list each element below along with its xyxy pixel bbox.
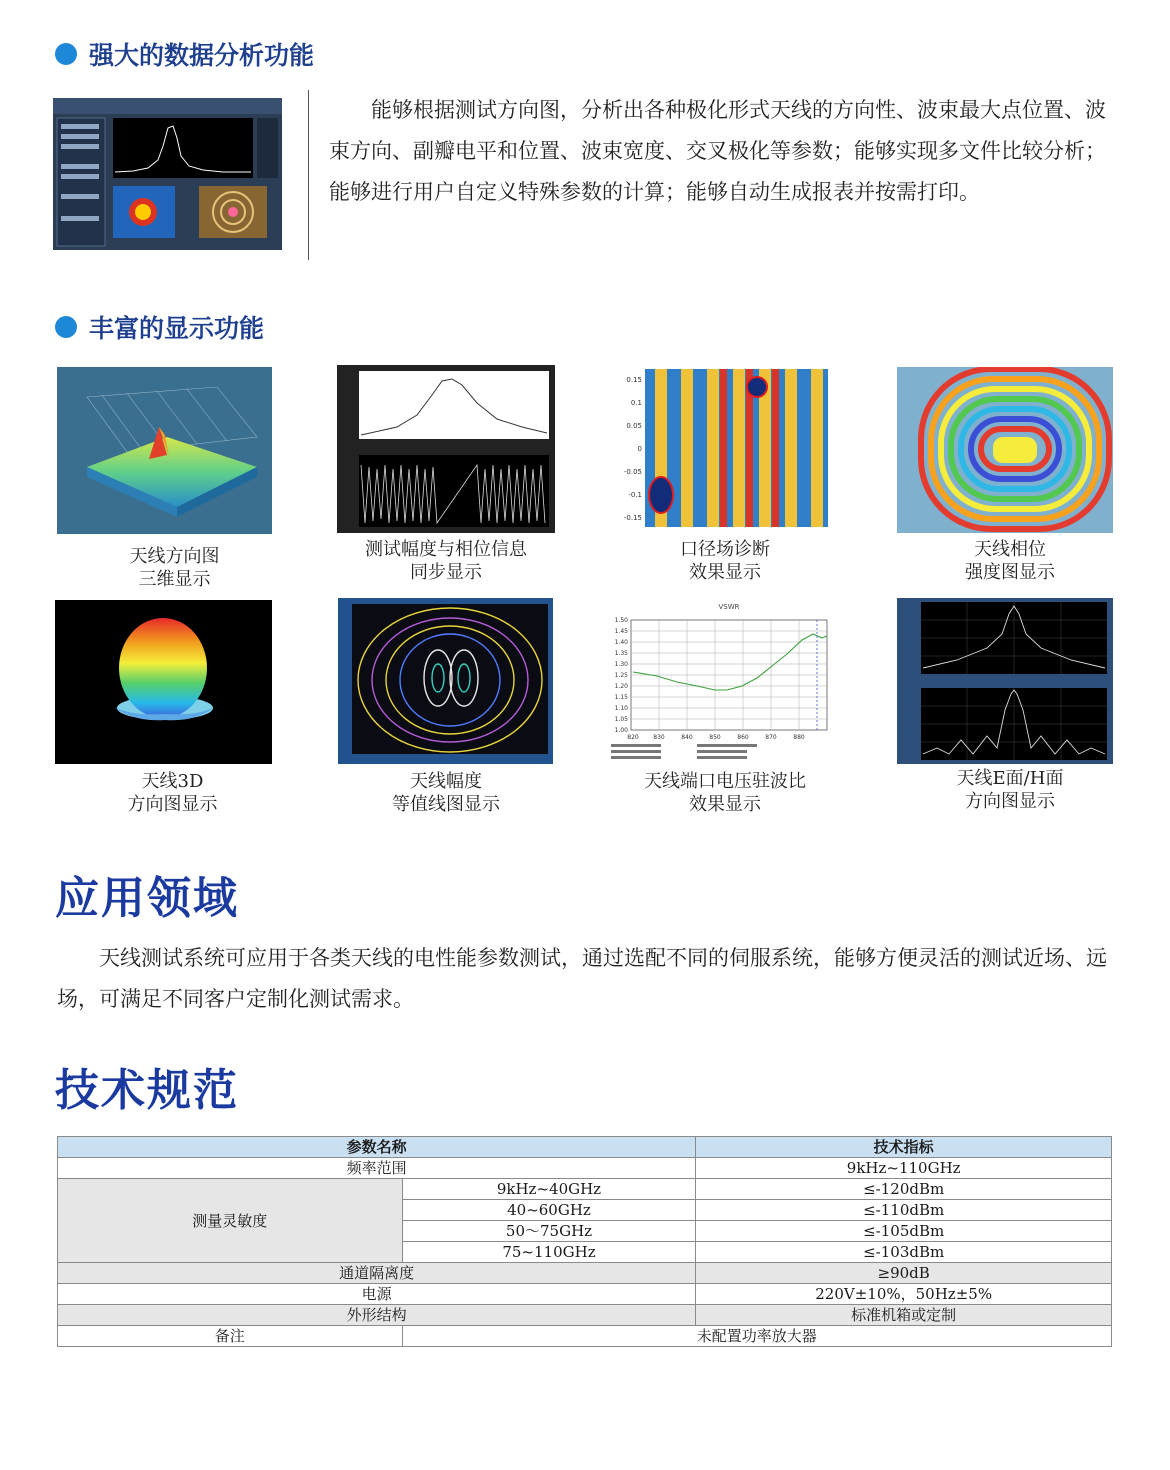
vswr-xtick: 870 [765, 734, 777, 741]
tile-caption: 天线3D 方向图显示 [127, 771, 218, 815]
bullet-dot-icon [55, 43, 77, 65]
header-param: 参数名称 [58, 1137, 696, 1158]
tile-caption: 天线幅度 等值线图显示 [392, 771, 500, 815]
tile-phase-intensity [897, 367, 1113, 533]
spec-row [58, 1284, 1112, 1305]
vswr-xtick: 820 [627, 734, 639, 741]
tile-amplitude-phase [337, 365, 555, 533]
tile-vswr [607, 600, 835, 764]
vswr-ytick: 1.40 [614, 639, 628, 646]
spec-row [58, 1179, 1112, 1200]
row-value: ≤-103dBm [696, 1242, 1112, 1263]
vswr-ytick: 1.45 [614, 628, 628, 635]
header-value: 技术指标 [696, 1137, 1112, 1158]
row-label: 电源 [58, 1284, 696, 1305]
vswr-ytick: 1.50 [614, 617, 628, 624]
row-value: 220V±10%，50Hz±5% [696, 1284, 1112, 1305]
applications-paragraph: 天线测试系统可应用于各类天线的电性能参数测试，通过选配不同的伺服系统，能够方便灵活的测试近场、远场，可满足不同客户定制化测试需求。 [57, 946, 1107, 1011]
row-label: 测量灵敏度 [58, 1179, 403, 1263]
analysis-software-screenshot [53, 98, 282, 250]
band-label: 50～75GHz [402, 1221, 696, 1242]
band-label: 9kHz~40GHz [402, 1179, 696, 1200]
vswr-xtick: 840 [681, 734, 693, 741]
vswr-ytick: 1.35 [614, 650, 628, 657]
spec-row [58, 1326, 1112, 1347]
analysis-paragraph: 能够根据测试方向图，分析出各种极化形式天线的方向性、波束最大点位置、波束方向、副瓣电平和位置、波束宽度、交叉极化等参数；能够实现多文件比较分析；能够进行用户自定义特殊参数的计算；能够自动生成报表并按需打印。 [329, 98, 1106, 204]
section-display-header [55, 309, 264, 345]
aperture-ytick: -0.15 [623, 514, 642, 522]
vswr-title: VSWR [718, 603, 740, 611]
specs-title: 技术规范 [55, 1065, 239, 1116]
row-value: ≤-120dBm [696, 1179, 1112, 1200]
row-value: ≥90dB [696, 1263, 1112, 1284]
band-label: 40~60GHz [402, 1200, 696, 1221]
tile-caption: 测试幅度与相位信息 同步显示 [365, 539, 527, 583]
tile-caption: 天线相位 强度图显示 [965, 539, 1055, 583]
vswr-ytick: 1.05 [614, 716, 628, 723]
row-label: 外形结构 [58, 1305, 696, 1326]
spec-row [58, 1263, 1112, 1284]
vswr-ytick: 1.10 [614, 705, 628, 712]
bullet-dot-icon [55, 316, 77, 338]
row-value: 标准机箱或定制 [696, 1305, 1112, 1326]
aperture-ytick: 0 [637, 445, 642, 453]
aperture-ytick: 0.05 [626, 422, 642, 430]
applications-title: 应用领域 [55, 873, 239, 924]
aperture-ytick: -0.05 [623, 468, 642, 476]
tile-3d-sphere [55, 600, 272, 764]
spec-table-wrapper [57, 1136, 1112, 1347]
section-analysis-header [55, 36, 314, 72]
tile-caption: 口径场诊断 效果显示 [680, 539, 770, 583]
aperture-ytick: -0.1 [628, 491, 642, 499]
row-label: 频率范围 [58, 1158, 696, 1179]
row-value: ≤-110dBm [696, 1200, 1112, 1221]
row-value: ≤-105dBm [696, 1221, 1112, 1242]
tile-eh-plane [897, 598, 1113, 764]
row-label: 备注 [58, 1326, 403, 1347]
tile-caption: 天线端口电压驻波比 效果显示 [644, 771, 806, 815]
vswr-ytick: 1.20 [614, 683, 628, 690]
vswr-ytick: 1.15 [614, 694, 628, 701]
tile-3d-pattern [57, 367, 272, 534]
tile-aperture-diagnosis [617, 365, 832, 533]
aperture-ytick: 0.15 [626, 376, 642, 384]
vswr-xtick: 850 [709, 734, 721, 741]
vswr-ytick: 1.00 [614, 727, 628, 734]
section-display-title: 丰富的显示功能 [89, 314, 265, 343]
row-value: 未配置功率放大器 [402, 1326, 1111, 1347]
aperture-ytick: 0.1 [630, 399, 642, 407]
band-label: 75~110GHz [402, 1242, 696, 1263]
row-label: 通道隔离度 [58, 1263, 696, 1284]
section-analysis-title: 强大的数据分析功能 [89, 41, 315, 70]
spec-row [58, 1158, 1112, 1179]
vswr-xtick: 880 [793, 734, 805, 741]
vertical-divider [308, 90, 309, 260]
spec-header-row [58, 1137, 1112, 1158]
row-value: 9kHz~110GHz [696, 1158, 1112, 1179]
vswr-xtick: 830 [653, 734, 665, 741]
vswr-ytick: 1.25 [614, 672, 628, 679]
spec-row [58, 1305, 1112, 1326]
tile-caption: 天线方向图 三维显示 [129, 546, 220, 590]
spec-table [57, 1136, 1112, 1347]
vswr-ytick: 1.30 [614, 661, 628, 668]
tile-contour [338, 598, 553, 764]
vswr-xtick: 860 [737, 734, 749, 741]
tile-caption: 天线E面/H面 方向图显示 [956, 768, 1064, 812]
